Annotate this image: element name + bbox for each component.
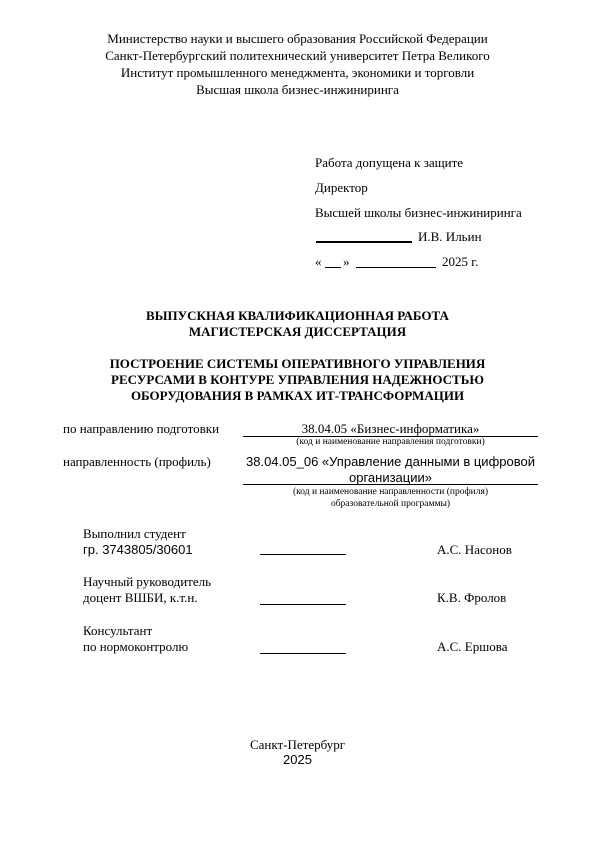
supervisor-role-line-2: доцент ВШБИ, к.т.н.	[83, 590, 198, 605]
header-line-university: Санкт-Петербургский политехнический университет Петра Великого	[105, 48, 490, 63]
work-type-line-2: МАГИСТЕРСКАЯ ДИССЕРТАЦИЯ	[188, 324, 407, 339]
director-signature-line	[316, 241, 412, 243]
profile-note-line-1: (код и наименование направленности (профиля)	[292, 487, 488, 497]
approval-year: 2025 г.	[442, 254, 479, 269]
approval-line-3: Высшей школы бизнес-инжиниринга	[315, 205, 522, 220]
footer-year: 2025	[283, 752, 312, 767]
header-line-ministry: Министерство науки и высшего образования Российской Федерации	[107, 31, 488, 46]
student-name: А.С. Насонов	[437, 542, 512, 557]
director-name: И.В. Ильин	[418, 229, 482, 244]
student-role-line-2: гр. 3743805/30601	[83, 542, 193, 557]
consultant-signature-line	[260, 653, 346, 654]
thesis-topic	[0, 356, 595, 404]
consultant-role-line-2: по нормоконтролю	[83, 639, 189, 654]
student-signature-line	[260, 554, 346, 555]
work-type	[0, 308, 595, 340]
student-role-line-1: Выполнил студент	[83, 526, 186, 541]
profile-note	[243, 486, 538, 510]
profile-label: направленность (профиль)	[63, 454, 211, 469]
approval-line-2: Директор	[315, 180, 368, 195]
profile-value-line-1: 38.04.05_06 «Управление данными в цифровой	[246, 454, 535, 469]
topic-line-3: ОБОРУДОВАНИЯ В РАМКАХ ИТ-ТРАНСФОРМАЦИИ	[130, 388, 465, 403]
supervisor-name: К.В. Фролов	[437, 590, 507, 605]
footer-city: Санкт-Петербург	[249, 737, 346, 752]
header-line-school: Высшая школа бизнес-инжиниринга	[196, 82, 399, 97]
work-type-line-1: ВЫПУСКНАЯ КВАЛИФИКАЦИОННАЯ РАБОТА	[146, 308, 449, 323]
ministry-header	[0, 30, 595, 98]
approval-date-open-quote: «	[315, 254, 322, 269]
direction-label: по направлению подготовки	[63, 421, 220, 436]
profile-underline	[243, 484, 538, 485]
supervisor-role-line-1: Научный руководитель	[83, 574, 212, 589]
header-line-institute: Институт промышленного менеджмента, экономики и торговли	[120, 65, 475, 80]
consultant-role-line-1: Консультант	[83, 623, 153, 638]
approval-date-close-quote: »	[343, 254, 350, 269]
topic-line-2: РЕСУРСАМИ В КОНТУРЕ УПРАВЛЕНИЯ НАДЕЖНОСТЬЮ	[111, 372, 484, 387]
profile-value-line-2: организации»	[349, 470, 432, 485]
approval-date-day-blank	[325, 267, 341, 268]
topic-line-1: ПОСТРОЕНИЕ СИСТЕМЫ ОПЕРАТИВНОГО УПРАВЛЕНИЯ	[109, 356, 486, 371]
consultant-name: А.С. Ершова	[437, 639, 508, 654]
direction-value: 38.04.05 «Бизнес-информатика»	[301, 421, 480, 436]
approval-line-1: Работа допущена к защите	[315, 155, 464, 170]
profile-note-line-2: образовательной программы)	[330, 499, 451, 509]
approval-date-month-blank	[356, 267, 436, 268]
supervisor-signature-line	[260, 604, 346, 605]
direction-note: (код и наименование направления подготовки)	[296, 437, 485, 447]
profile-value	[243, 454, 538, 486]
